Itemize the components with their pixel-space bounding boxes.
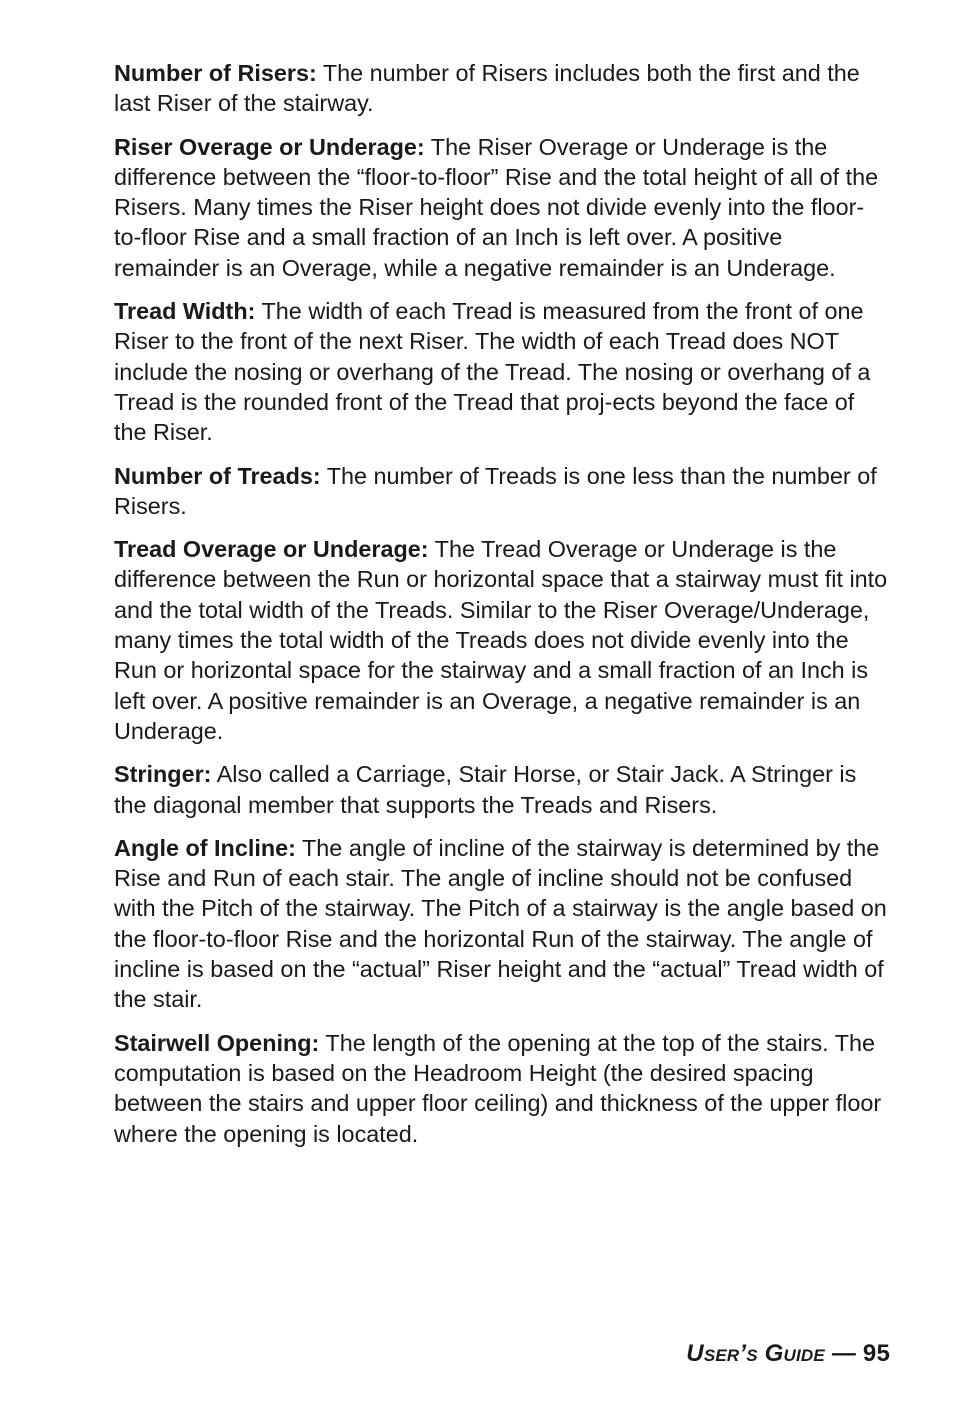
definition-text: The Tread Overage or Underage is the difference between the Run or horizontal space that a stairway must fit into and the total width of the Treads. Similar to the Riser Overage/Underage, many times the total width of the Treads does not divide evenly into the Run or horizontal space for the stairway and a small fraction of an Inch is left over. A positive remainder is an Overage, a negative remainder is an Underage.	[114, 536, 888, 744]
definition-text: The angle of incline of the stairway is determined by the Rise and Run of each stair. The angle of incline should not be confused with the Pitch of the stairway. The Pitch of a stairway is the angle based on the floor-to-floor Rise and the horizontal Run of the stairway. The angle of incline is based on the “actual” Riser height and the “actual” Tread width of the stair.	[114, 834, 887, 1013]
term-label: Tread Overage or Underage:	[114, 536, 429, 563]
term-label: Number of Risers:	[114, 60, 317, 86]
term-label: Tread Width:	[114, 298, 256, 325]
definition-text: The number of Risers includes both the first and the last Riser of the stairway.	[114, 60, 860, 117]
page-number: 95	[862, 1340, 890, 1367]
footer-guide-label: User’s Guide	[686, 1340, 825, 1367]
definition-riser-overage-underage	[114, 132, 890, 283]
definition-text: Also called a Carriage, Stair Horse, or Stair Jack. A Stringer is the diagonal member that supports the Treads and Risers.	[114, 761, 857, 818]
term-label: Stringer:	[114, 761, 212, 788]
definition-angle-of-incline	[114, 833, 890, 1015]
definition-tread-width	[114, 296, 890, 447]
term-label: Riser Overage or Underage:	[114, 133, 425, 160]
definition-text: The length of the opening at the top of the stairs. The computation is based on the Headroom Height (the desired spacing between the stairs and upper floor ceiling) and thickness of the upper floor where the opening is located.	[114, 1029, 882, 1147]
term-label: Stairwell Opening:	[114, 1029, 320, 1056]
definition-number-of-treads	[114, 461, 890, 522]
definition-tread-overage-underage	[114, 534, 890, 746]
definition-stairwell-opening	[114, 1028, 890, 1149]
footer-separator: —	[831, 1340, 857, 1367]
term-label: Angle of Incline:	[114, 834, 296, 861]
page-body	[114, 58, 890, 1162]
definition-text: The width of each Tread is measured from the front of one Riser to the front of the next Riser. The width of each Tread does NOT include the nosing or overhang of the Tread. The nosing or overhang of a Tread is the rounded front of the Tread that proj-ects beyond the face of the Riser.	[114, 298, 871, 446]
definition-text: The Riser Overage or Underage is the difference between the “floor-to-floor” Rise and the total height of all of the Risers. Many times the Riser height does not divide evenly into the floor-to-floor Rise and a small fraction of an Inch is left over. A positive remainder is an Overage, while a negative remainder is an Underage.	[114, 133, 879, 281]
term-label: Number of Treads:	[114, 462, 321, 489]
definition-number-of-risers	[114, 58, 890, 119]
definition-text: The number of Treads is one less than the number of Risers.	[114, 462, 877, 519]
definition-stringer	[114, 759, 890, 820]
page-footer	[686, 1340, 890, 1368]
